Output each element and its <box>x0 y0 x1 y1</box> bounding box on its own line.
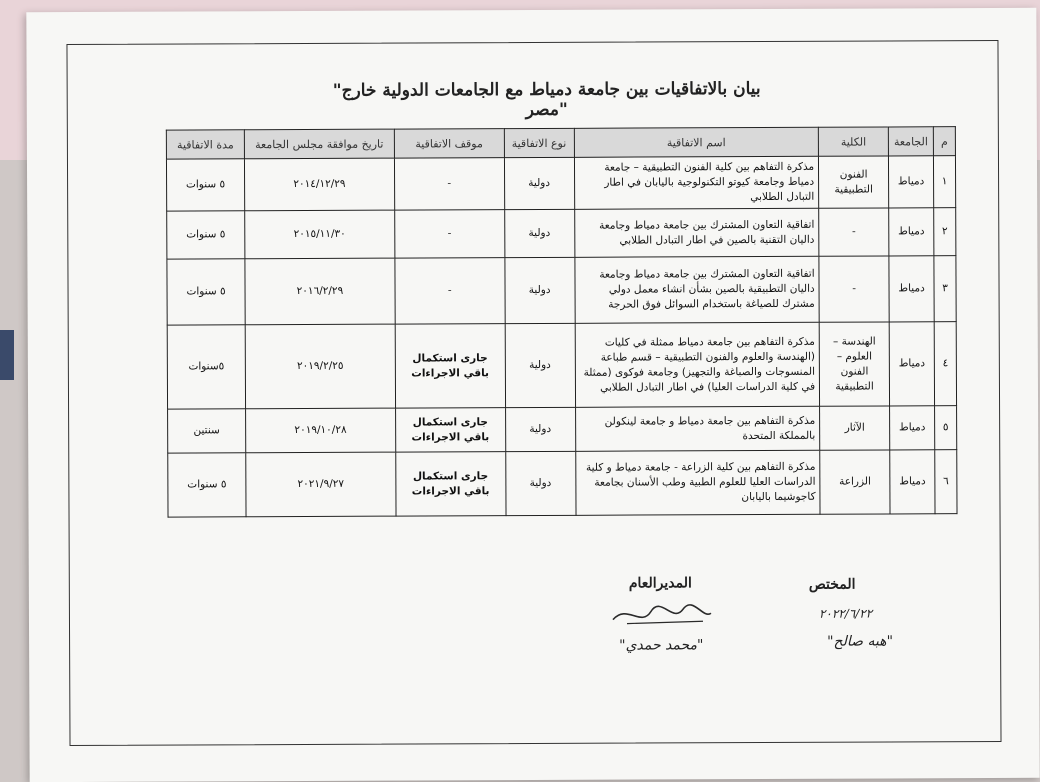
cell-university: دمياط <box>890 406 935 450</box>
table-row <box>167 322 956 409</box>
cell-num: ٢ <box>934 208 956 256</box>
table-row <box>167 256 956 325</box>
cell-faculty: - <box>819 208 889 256</box>
header-num: م <box>933 127 955 156</box>
header-university: الجامعة <box>888 127 933 156</box>
header-type: نوع الاتفاقية <box>504 128 574 157</box>
cell-agreement-name: اتفاقية التعاون المشترك بين جامعة دمياط وجامعة داليان التطبيقية بالصين بشأن انشاء معمل دولي مشترك للصياغة باستخدام السوائل فوق الحرجة <box>574 256 819 323</box>
cell-status: جارى استكمال باقي الاجراءات <box>395 324 505 408</box>
cell-faculty: الفنون التطبيقية <box>819 156 889 208</box>
cell-num: ٦ <box>935 450 957 514</box>
table-header-row <box>166 127 955 159</box>
cell-status: - <box>394 158 504 210</box>
cell-type: دولية <box>504 157 574 209</box>
cell-duration: ٥سنوات <box>167 325 245 409</box>
cell-duration: ٥ سنوات <box>167 211 245 259</box>
cell-university: دمياط <box>889 322 934 406</box>
cell-approval-date: ٢٠١٩/٢/٢٥ <box>245 324 395 409</box>
header-status: موقف الاتفاقية <box>394 129 504 158</box>
document-title: "بيان بالاتفاقيات بين جامعة دمياط مع الجامعات الدولية خارج مصر" <box>332 79 761 121</box>
cell-duration: سنتين <box>168 409 246 453</box>
director-label: المديرالعام <box>628 575 692 592</box>
cell-duration: ٥ سنوات <box>168 453 246 517</box>
table-row <box>168 406 957 453</box>
cell-type: دولية <box>504 209 574 257</box>
agreements-table-container <box>166 126 958 517</box>
cell-num: ١ <box>933 156 955 208</box>
specialist-name: "هبه صالح" <box>827 633 894 650</box>
cell-type: دولية <box>505 407 575 451</box>
director-name: "محمد حمدي" <box>619 637 704 654</box>
cell-faculty: الآثار <box>820 406 890 450</box>
binder-clip <box>0 330 14 380</box>
cell-approval-date: ٢٠١٤/١٢/٢٩ <box>244 158 394 211</box>
cell-agreement-name: مذكرة التفاهم بين كلية الفنون التطبيقية – جامعة دمياط وجامعة كيوتو التكنولوجية باليابان في اطار التبادل الطلابي <box>574 156 819 209</box>
header-approval-date: تاريخ موافقة مجلس الجامعة <box>244 129 394 159</box>
cell-status: جارى استكمال باقي الاجراءات <box>395 408 505 452</box>
cell-university: دمياط <box>889 156 934 208</box>
cell-status: - <box>394 210 504 258</box>
document-page <box>26 8 1039 782</box>
cell-approval-date: ٢٠٢١/٩/٢٧ <box>246 452 396 517</box>
header-faculty: الكلية <box>818 127 888 156</box>
cell-agreement-name: مذكرة التفاهم بين كلية الزراعة - جامعة دمياط و كلية الدراسات العليا للعلوم الطبية وطب الأسنان بجامعة كاجوشيما باليابان <box>575 450 820 515</box>
cell-type: دولية <box>505 323 575 407</box>
header-agreement-name: اسم الاتفاقية <box>574 127 819 157</box>
cell-status: جارى استكمال باقي الاجراءات <box>396 452 506 516</box>
cell-num: ٣ <box>934 256 956 322</box>
cell-approval-date: ٢٠١٥/١١/٣٠ <box>245 210 395 259</box>
cell-agreement-name: مذكرة التفاهم بين جامعة دمياط ممثلة في كليات (الهندسة والعلوم والفنون التطبيقية – قسم طباعة المنسوجات والصباغة والتجهيز) وجامعة فوكوى (ممثلة في كلية الدراسات العليا) في اطار التبادل الطلابي <box>575 322 820 407</box>
table-row <box>166 156 955 211</box>
cell-faculty: الهندسة – العلوم – الفنون التطبيقية <box>819 322 889 406</box>
table-row <box>168 450 957 517</box>
cell-type: دولية <box>505 257 575 323</box>
cell-num: ٥ <box>935 406 957 450</box>
table-row <box>167 208 956 259</box>
cell-duration: ٥ سنوات <box>167 259 245 325</box>
cell-university: دمياط <box>889 256 934 322</box>
specialist-label: المختص <box>808 576 856 593</box>
cell-status: - <box>395 258 505 324</box>
cell-agreement-name: اتفاقية التعاون المشترك بين جامعة دمياط وجامعة داليان التقنية بالصين في اطار التبادل الطلابي <box>574 208 819 257</box>
cell-university: دمياط <box>890 450 935 514</box>
cell-duration: ٥ سنوات <box>166 159 244 211</box>
cell-agreement-name: مذكرة التفاهم بين جامعة دمياط و جامعة لينكولن بالمملكة المتحدة <box>575 406 820 451</box>
cell-faculty: الزراعة <box>820 450 890 514</box>
cell-faculty: - <box>819 256 889 322</box>
cell-num: ٤ <box>934 322 956 406</box>
cell-university: دمياط <box>889 208 934 256</box>
specialist-date: ٢٠٢٢/٦/٢٢ <box>818 606 873 621</box>
cell-approval-date: ٢٠١٩/١٠/٢٨ <box>246 408 396 453</box>
cell-approval-date: ٢٠١٦/٢/٢٩ <box>245 258 395 325</box>
agreements-table <box>166 126 958 517</box>
cell-type: دولية <box>505 451 575 515</box>
header-duration: مدة الاتفاقية <box>166 130 244 159</box>
director-signature-scribble <box>607 597 717 633</box>
